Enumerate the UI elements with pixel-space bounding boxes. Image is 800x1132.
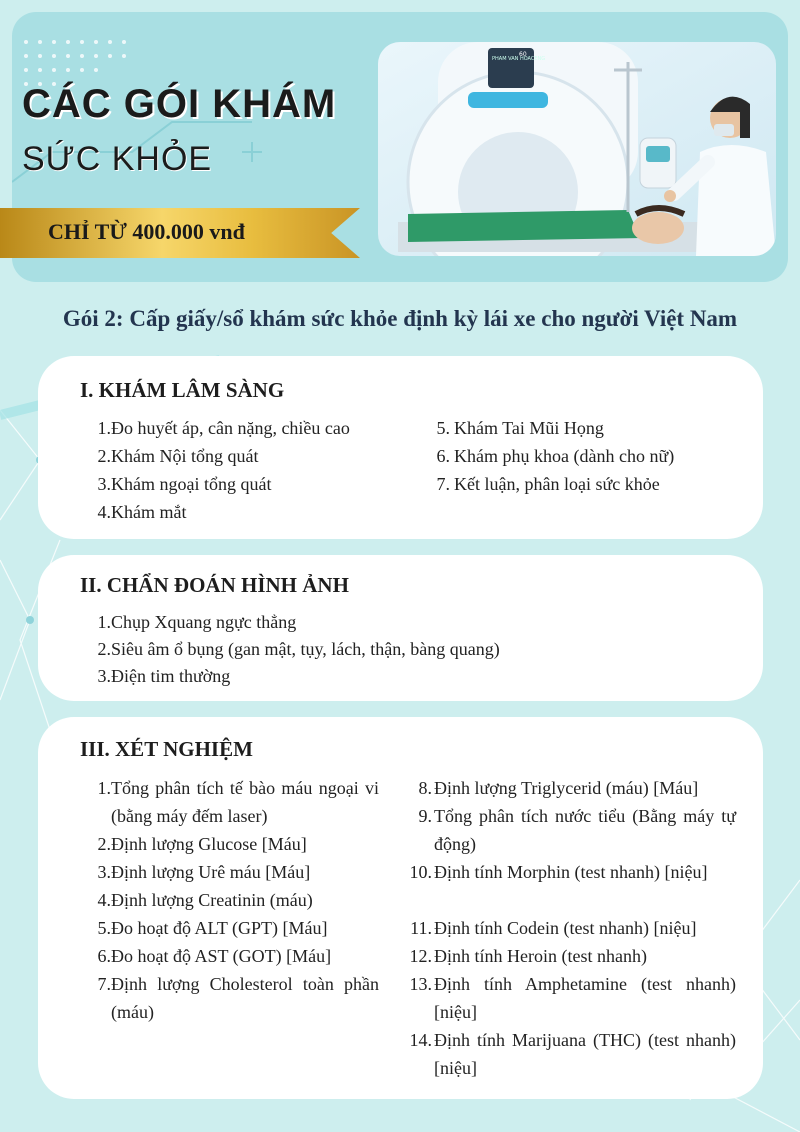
hero-photo-ct-scanner <box>378 42 776 256</box>
section-clinical-exam-title: I. KHÁM LÂM SÀNG <box>80 378 285 402</box>
price-label: CHỈ TỪ 400.000 vnđ <box>48 219 245 244</box>
section-lab-tests-title: III. XÉT NGHIỆM <box>80 737 253 761</box>
section-lab-tests-card: III. XÉT NGHIỆM 1. Tổng phân tích tế bào máu ngoại vi (bằng máy đếm laser) 2. Định lượng Glucose [Máu] 3. Định lượng Urê máu [Máu] 4. Định lượng Creatinin (máu) 5. Đo hoạt độ ALT (GPT) [Máu] 6. Đo hoạt độ AST (GOT) [Máu] 7. Định lượng Cholesterol toàn phần (máu) 8. Định lượng Triglycerid (máu) [Máu] 9. Tổng phân tích nước tiểu (Bằng máy tự động) 10. Định tính Morphin (test nhanh) [niệu] 11. Định tính Codein (test nhanh) [niệu] 12. Định tính Heroin (test nhanh) 13. Định tính Amphetamine (test nhanh) [niệu] 14. Định tính Marijuana (THC) (test nhanh) [niệu] <box>38 717 763 1099</box>
list-item: 10. Định tính Morphin (test nhanh) [niệu] <box>409 862 708 882</box>
hero-title-line1: CÁC GÓI KHÁM <box>22 82 337 126</box>
hero-title-line2: SỨC KHỎE <box>22 140 213 178</box>
gantry-screen-number: 60 <box>519 51 527 58</box>
list-item: 14. Định tính Marijuana (THC) (test nhanh) [niệu] <box>409 1030 736 1078</box>
package-title: Gói 2: Cấp giấy/sổ khám sức khỏe định kỳ lái xe cho người Việt Nam <box>62 306 738 331</box>
list-item: 7. Định lượng Cholesterol toàn phần (máu) <box>97 974 379 1022</box>
list-item: 13. Định tính Amphetamine (test nhanh) [niệu] <box>409 974 736 1022</box>
list-item: 1. Tổng phân tích tế bào máu ngoại vi (bằng máy đếm laser) <box>97 778 379 826</box>
section-imaging-title: II. CHẨN ĐOÁN HÌNH ẢNH <box>80 573 349 597</box>
section-imaging-card: II. CHẨN ĐOÁN HÌNH ẢNH 1. Chụp Xquang ngực thẳng 2. Siêu âm ổ bụng (gan mật, tụy, lách, thận, bàng quang) 3. Điện tim thường <box>38 555 763 701</box>
list-item: 9. Tổng phân tích nước tiểu (Bằng máy tự động) <box>418 806 736 854</box>
gantry-screen-text: PHAM VAN HOACENG <box>492 56 546 62</box>
section-clinical-exam-card: I. KHÁM LÂM SÀNG 1. Đo huyết áp, cân nặng, chiều cao 2. Khám Nội tổng quát 3. Khám ngoại tổng quát 4. Khám mắt 5. Khám Tai Mũi Họng 6. Khám phụ khoa (dành cho nữ) 7. Kết luận, phân loại sức khỏe <box>38 356 763 539</box>
